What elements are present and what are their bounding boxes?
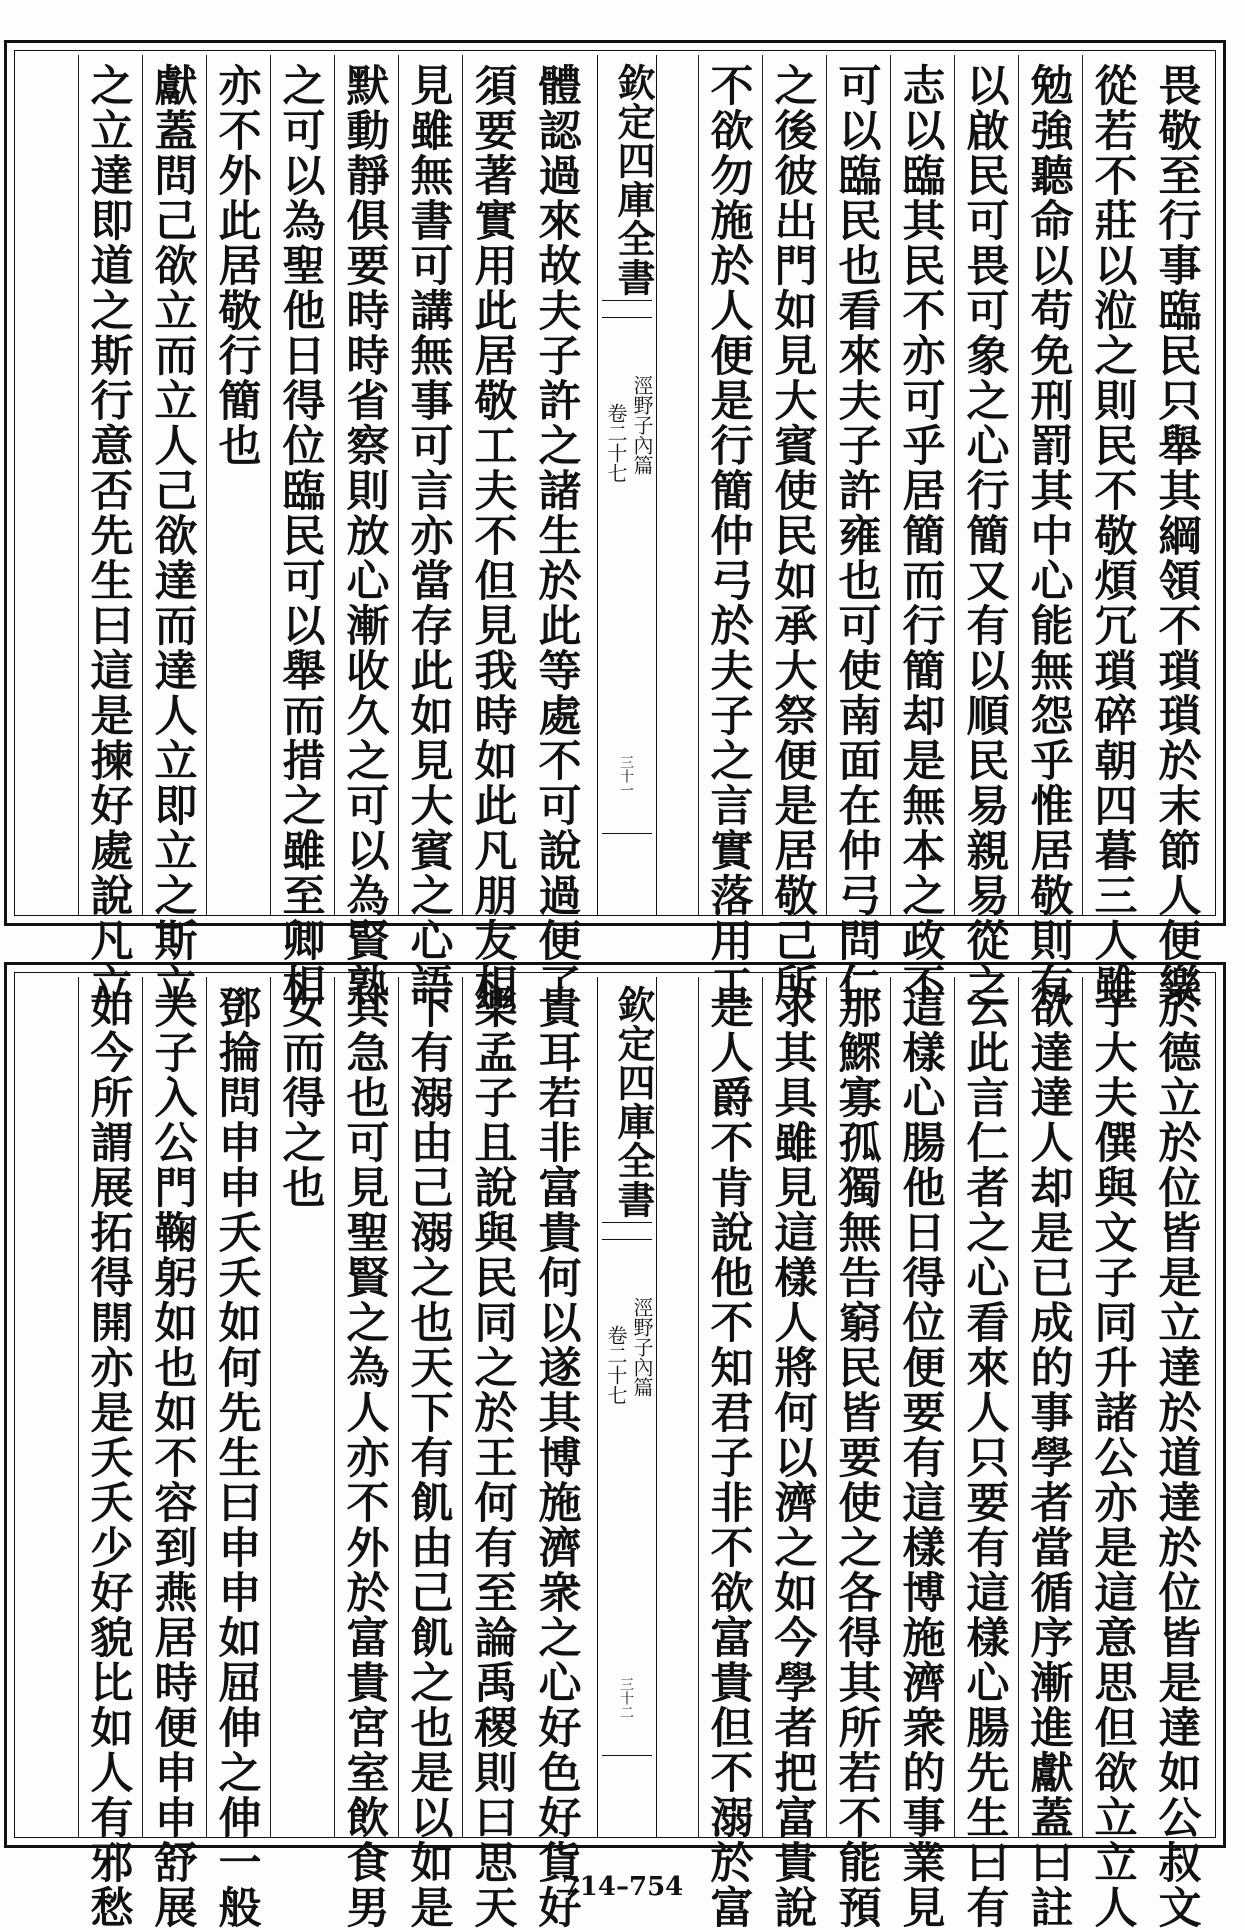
column-text: 畏敬至行事臨民只舉其綱領不瑣瑣於末節人便樂 <box>1151 63 1202 1008</box>
text-column <box>335 977 393 1930</box>
column-text: 之後彼出門如見大賓使民如承大祭便是居敬己所 <box>767 63 818 1008</box>
book-title: 涇野子內篇 <box>630 1297 654 1397</box>
column-text: 欲達達人却是已成的事學者當循序漸進獻蓋曰註 <box>1023 985 1074 1930</box>
column-text: 於德立於位皆是立達於道達於位皆是達如公叔文 <box>1151 985 1202 1930</box>
book-title: 涇野子內篇 <box>630 375 654 475</box>
column-text: 下有溺由己溺之也天下有飢由己飢之也是以如是 <box>403 985 454 1930</box>
text-column <box>463 55 521 1008</box>
text-column <box>399 977 457 1930</box>
text-column <box>1083 977 1141 1930</box>
text-column <box>463 977 521 1930</box>
text-column <box>527 977 585 1930</box>
volume-label: 卷二十七 <box>604 1325 628 1405</box>
column-text: 須要著實用此居敬工夫不但見我時如此凡朋友相 <box>467 63 518 1008</box>
fishtail-mark <box>602 300 652 318</box>
fishtail-mark <box>602 833 652 844</box>
column-text: 志以臨其民不亦可乎居簡而行簡却是無本之政不 <box>895 63 946 1008</box>
text-column <box>891 977 949 1930</box>
text-column <box>699 55 757 1008</box>
column-text: 是人爵不肯說他不知君子非不欲富貴但不溺於富 <box>703 985 754 1930</box>
text-column <box>143 55 201 1008</box>
column-text: 之立達即道之斯行意否先生曰這是揀好處說凡立 <box>83 63 134 1008</box>
page-top <box>4 40 1226 1008</box>
fishtail-mark <box>602 1222 652 1240</box>
column-text: 體認過來故夫子許之諸生於此等處不可說過便了 <box>531 63 582 1008</box>
center-margin <box>597 977 657 1837</box>
text-column <box>1147 977 1205 1930</box>
column-text: 可以臨民也看來夫子許雍也可使南面在仲弓問仁 <box>831 63 882 1008</box>
column-text: 勉強聽命以苟免刑罰其中心能無怨乎惟居敬則有 <box>1023 63 1074 1008</box>
column-text: 貴耳若非富貴何以遂其博施濟衆之心好色好貨好 <box>531 985 582 1930</box>
text-column <box>1147 55 1205 1008</box>
library-label: 欽定四庫全書 <box>611 985 656 1219</box>
column-text: 不欲勿施於人便是行簡仲弓於夫子之言實落用工 <box>703 63 754 1008</box>
text-column <box>699 977 757 1930</box>
text-column <box>143 977 201 1930</box>
volume-label: 卷二十七 <box>604 403 628 483</box>
column-text: 默動靜俱要時時省察則放心漸收久之可以為賢熟 <box>339 63 390 1008</box>
text-column <box>827 977 885 1930</box>
text-column <box>763 55 821 1008</box>
text-column <box>1019 55 1077 1008</box>
text-column <box>955 55 1013 1008</box>
text-column <box>399 55 457 1008</box>
column-text: 這樣心腸他日得位便要有這樣博施濟衆的事業見 <box>895 985 946 1930</box>
column-text: 樂孟子且說與民同之於王何有至論禹稷則曰思天 <box>467 985 518 1930</box>
footer-page-ref: 714–754 <box>561 1872 684 1902</box>
column-text: 見雖無書可講無事可言亦當存此如見大賓之心語 <box>403 63 454 1008</box>
page-number: 三十二 <box>618 1677 634 1719</box>
text-column <box>335 55 393 1008</box>
column-text: 之可以為聖他日得位臨民可以舉而措之雖至卿相 <box>275 63 326 1008</box>
text-column <box>955 977 1013 1930</box>
column-text: 其急也可見聖賢之為人亦不外於富貴宮室飲食男 <box>339 985 390 1930</box>
column-text: 云此言仁者之心看來人只要有這樣心腸先生曰有 <box>959 985 1010 1930</box>
text-column <box>1019 977 1077 1930</box>
column-text: 亦不外此居敬行簡也 <box>211 63 262 468</box>
text-column <box>891 55 949 1008</box>
text-column <box>207 977 265 1930</box>
column-text: 從若不莊以涖之則民不敬煩冗瑣碎朝四暮三人雖 <box>1087 63 1138 1008</box>
text-column <box>1083 55 1141 1008</box>
text-column <box>79 55 137 1008</box>
fishtail-mark <box>602 1755 652 1766</box>
column-text: 求其具雖見這樣人將何以濟之如今學者把富貴說 <box>767 985 818 1930</box>
column-text: 那鰥寡孤獨無告窮民皆要使之各得其所若不能預 <box>831 985 882 1930</box>
column-text: 子大夫僎與文子同升諸公亦是這意思但欲立立人 <box>1087 985 1138 1930</box>
text-column <box>763 977 821 1930</box>
text-column <box>527 55 585 1008</box>
text-column <box>271 55 329 1008</box>
column-text: 女而得之也 <box>275 985 326 1210</box>
text-column <box>79 977 137 1930</box>
text-column <box>827 55 885 1008</box>
column-text: 以啟民可畏可象之心行簡又有以順民易親易從之 <box>959 63 1010 1008</box>
center-margin <box>597 55 657 915</box>
page-number: 三十一 <box>618 755 634 797</box>
text-column <box>207 55 265 915</box>
column-text: 鄧掄問申申夭夭如何先生曰申申如屈伸之伸一般 <box>211 985 262 1930</box>
column-text: 夫子入公門鞠躬如也如不容到燕居時便申申舒展 <box>147 985 198 1930</box>
column-text: 如今所謂展拓得開亦是夭夭少好貌比如人有邪愁 <box>83 985 134 1930</box>
text-column <box>271 977 329 1837</box>
column-text: 獻蓋問己欲立而立人己欲達而達人立即立之斯立 <box>147 63 198 1008</box>
library-label: 欽定四庫全書 <box>611 63 656 297</box>
